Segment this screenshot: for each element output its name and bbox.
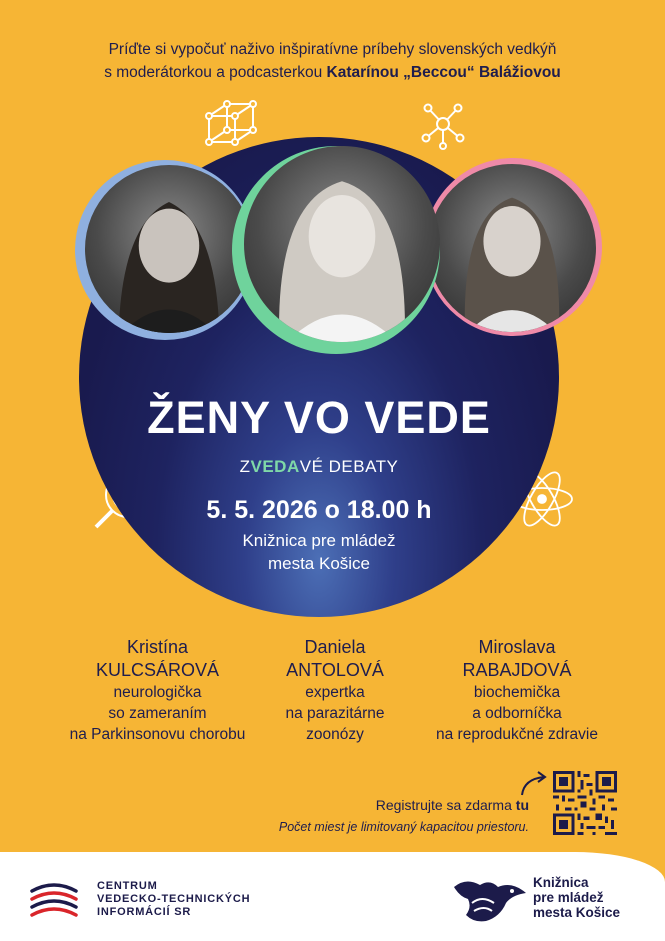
subtitle-suffix: VÉ DEBATY: [299, 457, 399, 476]
intro-text: [0, 38, 665, 84]
speaker-desc-2: na parazitárne: [285, 705, 385, 722]
photo-kristina: [75, 160, 255, 340]
event-datetime: 5. 5. 2026 o 18.00 h: [206, 496, 432, 524]
library-line-2: pre mládež: [533, 890, 604, 905]
photo-miroslava: [424, 158, 602, 336]
speaker-desc-2: a odborníčka: [472, 705, 562, 722]
speaker-first-name: Miroslava: [478, 637, 556, 657]
portrait-placeholder: [428, 164, 596, 332]
speaker-desc-2: so zameraním: [108, 705, 207, 722]
library-line-3: mesta Košice: [533, 905, 621, 920]
subtitle-highlight: VEDA: [250, 457, 300, 476]
curved-arrow-icon: [518, 771, 550, 797]
qr-code[interactable]: [553, 771, 617, 835]
event-venue: [79, 529, 559, 575]
speaker-daniela: [265, 636, 405, 745]
intro-line-2-prefix: s moderátorkou a podcasterkou: [104, 64, 323, 81]
speaker-last-name: KULCSÁROVÁ: [95, 660, 220, 680]
venue-line-2: mesta Košice: [267, 554, 371, 573]
speaker-last-name: RABAJDOVÁ: [462, 660, 572, 680]
portrait-placeholder: [85, 165, 253, 333]
speaker-last-name: ANTOLOVÁ: [286, 660, 384, 680]
intro-line-2: [0, 61, 665, 84]
speaker-kristina: [50, 636, 265, 745]
intro-line-1: Príďte si vypočuť naživo inšpiratívne príbehy slovenských vedkýň: [108, 41, 557, 58]
event-subtitle: [79, 457, 559, 477]
subtitle-prefix: Z: [239, 457, 251, 476]
moderator-name: Katarínou „Beccou“ Balážiovou: [326, 64, 561, 81]
library-name: [533, 875, 620, 920]
event-title: ŽENY VO VEDE: [147, 392, 491, 443]
speaker-first-name: Daniela: [304, 637, 366, 657]
speaker-desc-3: na reprodukčné zdravie: [436, 726, 598, 743]
cvti-name: [97, 880, 250, 919]
cube-lattice-icon: [203, 98, 261, 150]
cvti-line-2: VEDECKO-TECHNICKÝCH: [97, 893, 251, 905]
photo-daniela: [232, 146, 440, 354]
speaker-desc-1: neurologička: [113, 684, 202, 701]
speaker-miroslava: [412, 636, 622, 745]
cvti-line-3: INFORMÁCIÍ SR: [97, 906, 192, 918]
library-bird-logo-icon: [452, 873, 530, 929]
speaker-desc-3: na Parkinsonovu chorobu: [69, 726, 246, 743]
capacity-note: Počet miest je limitovaný kapacitou priestoru.: [278, 820, 529, 834]
speaker-first-name: Kristína: [126, 637, 189, 657]
venue-line-1: Knižnica pre mládež: [242, 531, 396, 550]
portrait-placeholder: [244, 146, 440, 342]
cvti-line-1: CENTRUM: [97, 880, 158, 892]
speaker-desc-1: expertka: [305, 684, 365, 701]
molecule-icon: [420, 98, 466, 150]
speaker-desc-1: biochemička: [473, 684, 561, 701]
cvti-logo-icon: [28, 877, 80, 917]
registration-line: [376, 797, 529, 813]
speaker-desc-3: zoonózy: [306, 726, 364, 743]
registration-text: Registrujte sa zdarma: [375, 797, 512, 813]
library-line-1: Knižnica: [533, 875, 589, 890]
registration-link[interactable]: tu: [515, 797, 529, 813]
